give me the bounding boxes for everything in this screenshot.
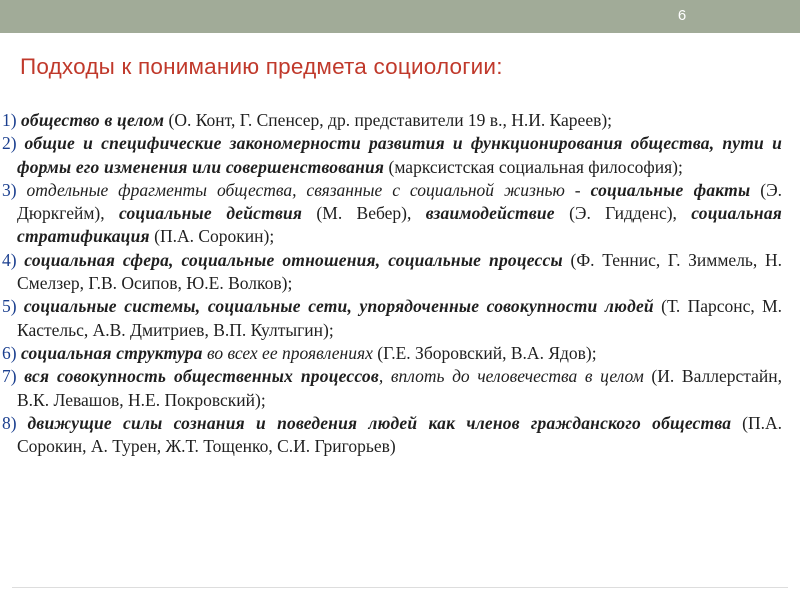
top-bar: [0, 0, 800, 33]
item-authors: (П.А. Сорокин);: [149, 226, 275, 247]
item-term: социальные действия: [118, 203, 303, 224]
item-authors: (Г.Е. Зборовский, В.А. Ядов);: [372, 342, 597, 363]
list-item: [2, 249, 782, 296]
item-authors: (Т. Парсонс, М. Кастельс, А.В. Дмитриев, В.П. Култыгин);: [17, 296, 783, 340]
page-title: Подходы к пониманию предмета социологии:: [20, 54, 503, 79]
list-item: [2, 342, 782, 365]
item-term: социальные системы, социальные сети, упорядоченные совокупности людей: [23, 296, 654, 317]
item-number: 3): [2, 179, 17, 200]
approaches-list: [2, 109, 782, 458]
item-authors: (Э. Гидденс),: [554, 203, 692, 224]
list-item: [2, 365, 782, 412]
item-authors: (П.А. Сорокин, А. Турен, Ж.Т. Тощенко, С.И. Григорьев): [17, 412, 783, 457]
item-term: вся совокупность общественных процессов: [24, 366, 379, 387]
item-number: 1): [2, 110, 17, 130]
item-description: , вплоть до человечества в целом: [378, 366, 644, 387]
item-number: 8): [2, 412, 17, 433]
item-number: 5): [2, 296, 17, 317]
item-term: общество в целом: [20, 110, 165, 130]
list-item: [2, 412, 782, 459]
list-item: [2, 295, 782, 342]
item-description: отдельные фрагменты общества, связанные с социальной жизнью -: [26, 179, 591, 200]
page-number: 6: [677, 7, 687, 24]
item-authors: (И. Валлерстайн, В.К. Левашов, Н.Е. Покровский);: [17, 366, 782, 410]
item-authors: (марксистская социальная философия);: [384, 156, 683, 177]
item-term: общие и специфические закономерности развития и функционирования общества, пути и формы его изменения или совершенствования: [17, 133, 783, 177]
item-authors: (Ф. Теннис, Г. Зиммель, Н. Смелзер, Г.В. Осипов, Ю.Е. Волков);: [17, 249, 782, 294]
item-authors: (М. Вебер),: [302, 203, 426, 224]
list-item: [2, 132, 782, 179]
item-authors: (Э. Дюркгейм),: [17, 179, 783, 224]
list-item: [2, 179, 782, 249]
item-term: социальная сфера, социальные отношения, социальные процессы: [24, 249, 563, 270]
item-term: социальная стратификация: [17, 203, 783, 247]
item-authors: (О. Конт, Г. Спенсер, др. представители 19 в., Н.И. Кареев);: [164, 110, 613, 130]
item-term: движущие силы сознания и поведения людей как членов гражданского общества: [27, 412, 732, 433]
item-number: 2): [2, 133, 17, 154]
bottom-divider: [12, 587, 788, 588]
item-term: взаимодействие: [425, 203, 555, 224]
list-item: [2, 109, 782, 132]
item-description: во всех ее проявлениях: [202, 342, 373, 363]
item-term: социальные факты: [590, 179, 751, 200]
item-number: 6): [2, 342, 17, 363]
item-term: социальная структура: [20, 342, 203, 363]
item-number: 7): [2, 366, 17, 387]
item-number: 4): [2, 249, 17, 270]
